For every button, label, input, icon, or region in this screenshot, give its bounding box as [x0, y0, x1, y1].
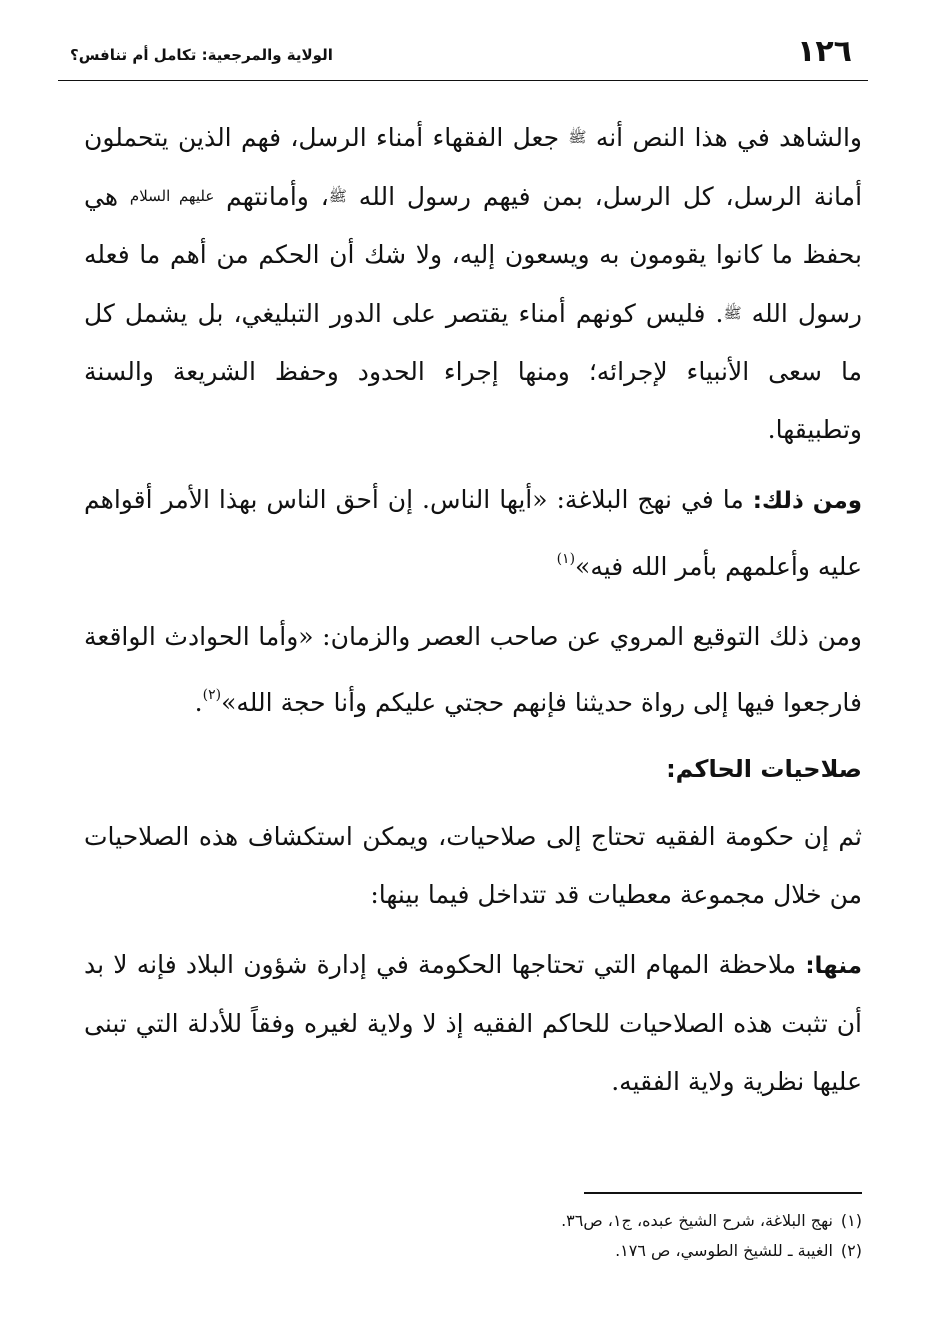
paragraph-text: ملاحظة المهام التي تحتاجها الحكومة في إدارة شؤون البلاد فإنه لا بد أن تثبت هذه الصلاحيات للحاكم الفقيه إذ لا ولاية لغيره وفقاً للأدلة التي تبنى عليها نظرية ولاية الفقيه. — [84, 950, 862, 1096]
header-rule — [58, 80, 868, 81]
page-number: ١٢٦ — [797, 34, 852, 69]
footnote-text: الغيبة ـ للشيخ الطوسي، ص ١٧٦. — [615, 1241, 833, 1260]
paragraph-text: ، وأمانتهم — [226, 182, 329, 211]
paragraph-text: ثم إن حكومة الفقيه تحتاج إلى صلاحيات، ويمكن استكشاف هذه الصلاحيات من خلال مجموعة معطيات قد تتداخل فيما بينها: — [84, 822, 862, 909]
footnote-text: نهج البلاغة، شرح الشيخ عبده، ج١، ص٣٦. — [561, 1211, 833, 1230]
honorific-symbol: عليهم السلام — [129, 187, 215, 205]
paragraph-lead: ومن ذلك: — [752, 488, 862, 514]
footnote-number: (١) — [840, 1211, 862, 1230]
paragraph-3 — [84, 608, 862, 732]
paragraph-text: والشاهد في هذا النص أنه — [595, 123, 862, 152]
paragraph-4 — [84, 808, 862, 924]
honorific-symbol: ﷺ — [568, 128, 587, 146]
page-header — [70, 30, 870, 78]
section-heading: صلاحيات الحاكم: — [666, 755, 862, 783]
paragraph-text: هي بحفظ ما كانوا يقومون به ويسعون إليه، ولا شك أن الحكم من أهم ما فعله رسول الله — [84, 182, 863, 328]
paragraph-text: ما في نهج البلاغة: «أيها الناس. إن أحق الناس بهذا الأمر أقواهم عليه وأعلمهم بأمر الله فيه» — [84, 485, 862, 581]
footnote-reference[interactable]: (١) — [556, 551, 576, 567]
paragraph-2 — [84, 471, 862, 596]
footnote-item — [262, 1206, 862, 1236]
paragraph-5 — [84, 936, 862, 1111]
running-title: الولاية والمرجعية: تكامل أم تنافس؟ — [70, 46, 333, 64]
footnote-rule — [584, 1192, 862, 1194]
footnote-reference[interactable]: (٢) — [202, 687, 222, 703]
paragraph-text: ومن ذلك التوقيع المروي عن صاحب العصر والزمان: «وأما الحوادث الواقعة فارجعوا فيها إلى رواة حديثنا فإنهم حجتي عليكم وأنا حجة الله» — [84, 622, 862, 717]
paragraph-text: جعل الفقهاء أمناء الرسل، فهم الذين يتحملون أمانة الرسل، كل الرسل، بمن فيهم رسول الله — [84, 123, 863, 211]
footnotes — [262, 1206, 862, 1266]
footnote-item — [262, 1236, 862, 1266]
honorific-symbol: ﷺ — [723, 304, 742, 322]
paragraph-end: . — [194, 688, 203, 717]
paragraph-1 — [84, 108, 862, 459]
footnote-number: (٢) — [840, 1241, 862, 1260]
paragraph-lead: منها: — [805, 953, 863, 979]
body-text — [84, 108, 862, 1123]
paragraph-text: . فليس كونهم أمناء يقتصر على الدور التبليغي، بل يشمل كل ما سعى الأنبياء لإجرائه؛ ومنها إجراء الحدود وحفظ الشريعة والسنة وتطبيقها. — [84, 299, 862, 444]
honorific-symbol: ﷺ — [328, 187, 347, 205]
